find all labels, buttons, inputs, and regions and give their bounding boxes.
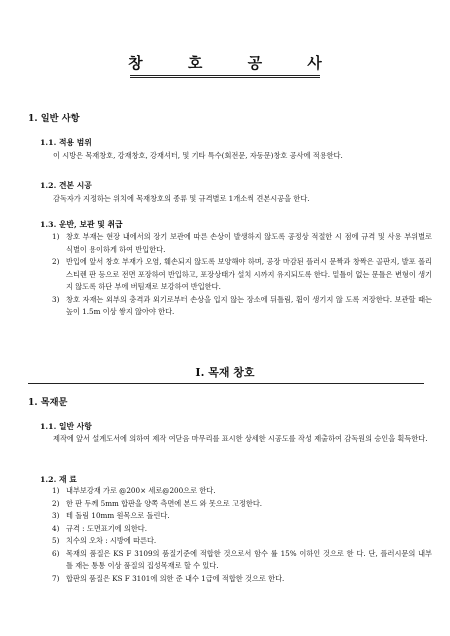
part-title: I. 목재 창호	[195, 366, 255, 379]
subsection-heading-sample: 1.2. 견본 시공	[40, 181, 92, 190]
list-item: 6) 목재의 품질은 KS F 3109의 품질기준에 적합한 것으로서 함수 률 15% 이하인 것으로 한 다. 단, 플러시문의 내부 틀 재는 통통 이상 품질의 집성목재로 할 수 있다.	[52, 548, 432, 570]
part-divider	[28, 383, 424, 384]
title-underline-top	[130, 75, 320, 76]
subsection-heading-general: 1.1. 일반 사항	[40, 422, 92, 431]
general-text: 제작에 앞서 설계도서에 의하여 제작 여닫음 마무리를 표시한 상세한 시공도를 작성 제출하여 감독원의 승인을 획득한다.	[53, 434, 428, 443]
subsection-heading-materials: 1.2. 재 료	[40, 475, 77, 484]
list-item: 4) 규격 : 도면표기에 의한다.	[52, 523, 147, 533]
section-heading-general: 1. 일반 사항	[28, 113, 80, 124]
list-item: 2) 반입에 앞서 창호 부재가 오염, 훼손되지 않도록 보양해야 하며, 공장 마감된 플러시 문짝과 창짝은 골판지, 발포 폴리스티렌 판 등으로 전면 포장하여 반입하고, 포장상태가 설치 시까지 유지되도록 한다. 밑틀이 없는 문틀은 변형이 생기지 않도록 하단 부에 버팀재로 보강하여 반입한다.	[52, 257, 432, 291]
title-underline-bottom	[130, 77, 320, 78]
title-block	[0, 52, 450, 73]
sample-text: 감독자가 지정하는 위치에 목재창호의 종류 및 규격별로 1개소씩 견본시공을 한다.	[53, 194, 310, 203]
document-title: 창 호 공 사	[128, 54, 342, 72]
list-item: 5) 치수의 오차 : 시방에 따른다.	[52, 536, 157, 545]
scope-text: 이 시방은 목재창호, 강재창호, 강재셔터, 및 기타 특수(회전문, 자동문)창호 공사에 적용한다.	[53, 151, 343, 160]
list-item: 1) 창호 부재는 현장 내에서의 장기 보관에 따른 손상이 발생하지 않도록 공정상 적절한 시 점에 규격 및 사용 부위별로 식별이 용이하게 하여 반입한다.	[52, 232, 432, 254]
materials-list	[52, 485, 432, 585]
list-item: 3) 창호 자재는 외부의 충격과 외기로부터 손상을 입지 않는 장소에 뒤틀림, 휨이 생기지 않 도록 저장한다. 보관할 때는 높이 1.5m 이상 쌓지 않아야 한다.	[52, 294, 432, 316]
list-item: 1) 내부보강재 가로 @200× 세로@200으로 한다.	[52, 486, 216, 495]
list-item: 3) 테 돌림 10mm 원목으로 돌린다.	[52, 511, 170, 520]
subsection-heading-scope: 1.1. 적용 범위	[40, 138, 92, 147]
section-heading-wood-door: 1. 목재문	[28, 397, 68, 408]
list-item: 2) 한 판 두께 5mm 합판을 양쪽 측면에 본드 와 못으로 고정한다.	[52, 498, 263, 508]
handling-list	[52, 231, 432, 319]
list-item: 7) 합판의 품질은 KS F 3101에 의한 준 내수 1급에 적합한 것으로 한다.	[52, 573, 285, 583]
subsection-heading-handling: 1.3. 운반, 보관 및 취급	[40, 220, 123, 229]
